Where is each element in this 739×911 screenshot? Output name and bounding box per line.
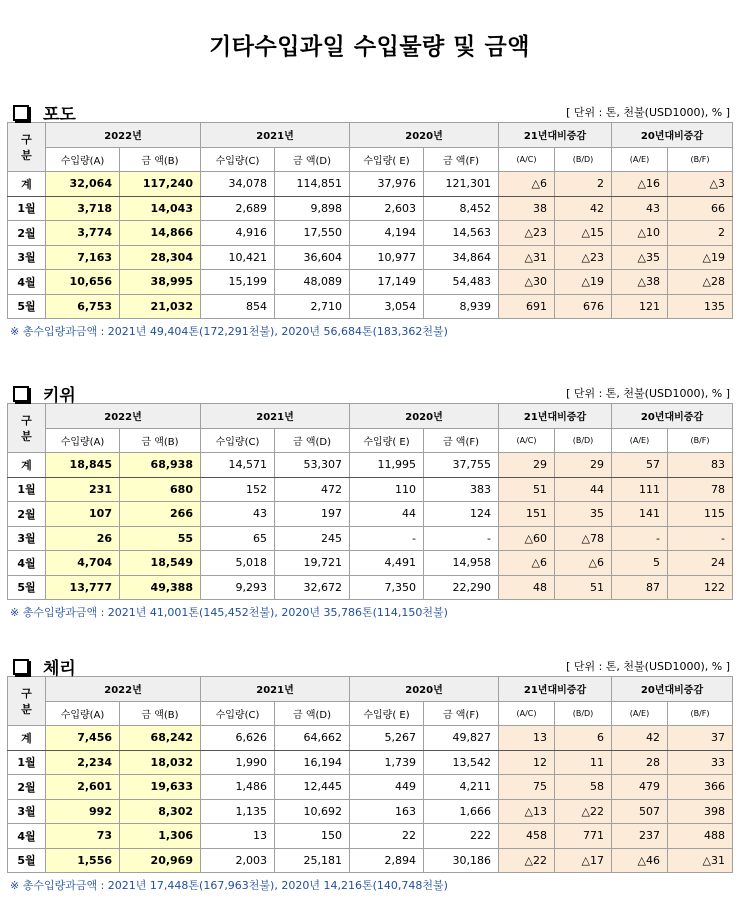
table-cell: 680 [120, 477, 201, 502]
table-cell: △6 [499, 172, 555, 197]
table-cell: 366 [668, 775, 733, 800]
row-label: 1월 [8, 196, 46, 221]
table-cell: 38 [499, 196, 555, 221]
section-name: 체리 [43, 659, 76, 679]
table-cell: - [612, 526, 668, 551]
table-cell: 8,302 [120, 799, 201, 824]
header-2021: 2021년 [201, 677, 350, 702]
unit-label: [ 단위 : 톤, 천불(USD1000), % ] [566, 106, 730, 119]
row-label: 계 [8, 172, 46, 197]
table-cell: 458 [499, 824, 555, 849]
table-cell: 43 [612, 196, 668, 221]
table-cell: 1,556 [46, 848, 120, 873]
table-cell: 18,845 [46, 453, 120, 478]
row-label: 5월 [8, 575, 46, 600]
row-label: 3월 [8, 245, 46, 270]
table-cell: 122 [668, 575, 733, 600]
table-cell: 37 [668, 726, 733, 751]
table-cell: 17,550 [275, 221, 350, 246]
row-label: 3월 [8, 799, 46, 824]
table-cell: 4,491 [350, 551, 424, 576]
table-cell: 121,301 [424, 172, 499, 197]
table-cell: 163 [350, 799, 424, 824]
table-cell: 9,293 [201, 575, 275, 600]
table-row [8, 726, 733, 751]
table-row [8, 453, 733, 478]
table-cell: 28 [612, 750, 668, 775]
table-cell: 19,633 [120, 775, 201, 800]
header-bf: (B/F) [668, 428, 733, 453]
table-cell: 2,003 [201, 848, 275, 873]
table-row [8, 221, 733, 246]
table-cell: 57 [612, 453, 668, 478]
table-cell: 24 [668, 551, 733, 576]
table-cell: 4,211 [424, 775, 499, 800]
table-row [8, 551, 733, 576]
table-cell: 53,307 [275, 453, 350, 478]
section-title [13, 654, 76, 679]
table-cell: 44 [350, 502, 424, 527]
table-cell: 43 [201, 502, 275, 527]
table-cell: 13,542 [424, 750, 499, 775]
table-cell: 1,666 [424, 799, 499, 824]
header-gubun: 구 분 [8, 677, 46, 726]
table-cell: 68,242 [120, 726, 201, 751]
table-cell: - [668, 526, 733, 551]
table-cell: 115 [668, 502, 733, 527]
table-cell: 1,990 [201, 750, 275, 775]
table-cell: 48 [499, 575, 555, 600]
table-cell: 2,894 [350, 848, 424, 873]
table-cell: 1,306 [120, 824, 201, 849]
table-cell: 5,018 [201, 551, 275, 576]
table-cell: 4,916 [201, 221, 275, 246]
table-cell: 14,043 [120, 196, 201, 221]
table-cell: 135 [668, 294, 733, 319]
header-gubun: 구 분 [8, 123, 46, 172]
table-cell: 11 [555, 750, 612, 775]
table-cell: △17 [555, 848, 612, 873]
table-cell: 11,995 [350, 453, 424, 478]
table-cell: 83 [668, 453, 733, 478]
table-cell: 4,194 [350, 221, 424, 246]
table-row [8, 775, 733, 800]
table-cell: 20,969 [120, 848, 201, 873]
table-row [8, 270, 733, 295]
row-label: 5월 [8, 294, 46, 319]
table-cell: 2,234 [46, 750, 120, 775]
table-cell: 48,089 [275, 270, 350, 295]
header-ac: (A/C) [499, 147, 555, 172]
table-cell: 21,032 [120, 294, 201, 319]
table-cell: 22,290 [424, 575, 499, 600]
table-cell: 7,163 [46, 245, 120, 270]
table-cell: 7,456 [46, 726, 120, 751]
table-cell: 1,135 [201, 799, 275, 824]
section-0 [7, 100, 732, 339]
table-cell: △22 [499, 848, 555, 873]
header-amt-d: 금 액(D) [275, 147, 350, 172]
header-qty-c: 수입량(C) [201, 428, 275, 453]
row-label: 2월 [8, 775, 46, 800]
table-cell: 30,186 [424, 848, 499, 873]
header-qty-c: 수입량(C) [201, 147, 275, 172]
table-cell: 488 [668, 824, 733, 849]
header-2021: 2021년 [201, 404, 350, 429]
table-cell: △78 [555, 526, 612, 551]
table-row [8, 750, 733, 775]
table-cell: 32,672 [275, 575, 350, 600]
table-cell: 398 [668, 799, 733, 824]
table-cell: 197 [275, 502, 350, 527]
checkbox-square-icon [13, 386, 29, 402]
table-row [8, 477, 733, 502]
header-2022: 2022년 [46, 404, 201, 429]
table-cell: 37,976 [350, 172, 424, 197]
table-cell: 10,692 [275, 799, 350, 824]
table-cell: 2 [555, 172, 612, 197]
table-cell: 231 [46, 477, 120, 502]
header-bd: (B/D) [555, 147, 612, 172]
header-qty-a: 수입량(A) [46, 428, 120, 453]
header-cmp21: 21년대비증감 [499, 677, 612, 702]
table-cell: 8,452 [424, 196, 499, 221]
total-note: ※ 총수입량과금액 : 2021년 49,404톤(172,291천불), 2020년 56,684톤(183,362천불) [10, 325, 448, 338]
table-cell: △30 [499, 270, 555, 295]
section-title [13, 100, 76, 125]
table-cell: 68,938 [120, 453, 201, 478]
table-cell: 117,240 [120, 172, 201, 197]
section-header [7, 654, 732, 679]
row-label: 2월 [8, 502, 46, 527]
table-cell: 3,718 [46, 196, 120, 221]
header-qty-c: 수입량(C) [201, 701, 275, 726]
table-cell: △10 [612, 221, 668, 246]
header-2020: 2020년 [350, 404, 499, 429]
table-cell: 2 [668, 221, 733, 246]
table-cell: 2,710 [275, 294, 350, 319]
row-label: 계 [8, 453, 46, 478]
table-cell: 14,866 [120, 221, 201, 246]
table-row [8, 799, 733, 824]
table-cell: 13 [499, 726, 555, 751]
table-cell: 676 [555, 294, 612, 319]
header-ac: (A/C) [499, 428, 555, 453]
table-cell: 34,864 [424, 245, 499, 270]
table-cell: △19 [555, 270, 612, 295]
total-note: ※ 총수입량과금액 : 2021년 17,448톤(167,963천불), 2020년 14,216톤(140,748천불) [10, 879, 448, 892]
section-2 [7, 654, 732, 893]
header-2020: 2020년 [350, 677, 499, 702]
table-cell: 222 [424, 824, 499, 849]
table-row [8, 848, 733, 873]
table-cell: 3,774 [46, 221, 120, 246]
header-cmp21: 21년대비증감 [499, 404, 612, 429]
table-cell: △13 [499, 799, 555, 824]
table-cell: 2,603 [350, 196, 424, 221]
header-cmp21: 21년대비증감 [499, 123, 612, 148]
table-cell: 691 [499, 294, 555, 319]
table-cell: - [424, 526, 499, 551]
table-cell: 152 [201, 477, 275, 502]
table-cell: 10,421 [201, 245, 275, 270]
table-cell: 107 [46, 502, 120, 527]
table-row [8, 575, 733, 600]
header-2020: 2020년 [350, 123, 499, 148]
table-cell: △28 [668, 270, 733, 295]
table-cell: 449 [350, 775, 424, 800]
header-ae: (A/E) [612, 428, 668, 453]
table-cell: 22 [350, 824, 424, 849]
table-cell: △19 [668, 245, 733, 270]
table-cell: 237 [612, 824, 668, 849]
table-row [8, 245, 733, 270]
header-qty-a: 수입량(A) [46, 147, 120, 172]
table-cell: 18,549 [120, 551, 201, 576]
table-cell: △6 [555, 551, 612, 576]
header-qty-e: 수입량( E) [350, 701, 424, 726]
table-cell: 121 [612, 294, 668, 319]
table-cell: 38,995 [120, 270, 201, 295]
table-cell: 245 [275, 526, 350, 551]
table-cell: △16 [612, 172, 668, 197]
header-amt-b: 금 액(B) [120, 428, 201, 453]
table-cell: △31 [499, 245, 555, 270]
section-title [13, 381, 76, 406]
table-cell: 42 [555, 196, 612, 221]
header-amt-f: 금 액(F) [424, 147, 499, 172]
table-cell: 151 [499, 502, 555, 527]
table-row [8, 172, 733, 197]
header-cmp20: 20년대비증감 [612, 123, 733, 148]
header-qty-e: 수입량( E) [350, 428, 424, 453]
section-name: 포도 [43, 105, 76, 125]
table-cell: △22 [555, 799, 612, 824]
table-cell: 75 [499, 775, 555, 800]
row-label: 5월 [8, 848, 46, 873]
unit-label: [ 단위 : 톤, 천불(USD1000), % ] [566, 660, 730, 673]
table-cell: 66 [668, 196, 733, 221]
header-ae: (A/E) [612, 147, 668, 172]
table-cell: 10,656 [46, 270, 120, 295]
table-row [8, 824, 733, 849]
header-ac: (A/C) [499, 701, 555, 726]
table-cell: △23 [499, 221, 555, 246]
table-cell: 37,755 [424, 453, 499, 478]
row-label: 1월 [8, 477, 46, 502]
header-amt-b: 금 액(B) [120, 147, 201, 172]
row-label: 1월 [8, 750, 46, 775]
checkbox-square-icon [13, 659, 29, 675]
row-label: 4월 [8, 551, 46, 576]
table-cell: 29 [555, 453, 612, 478]
table-cell: 14,571 [201, 453, 275, 478]
table-row [8, 502, 733, 527]
section-name: 키위 [43, 386, 76, 406]
table-cell: 19,721 [275, 551, 350, 576]
section-header [7, 100, 732, 125]
table-cell: △38 [612, 270, 668, 295]
table-cell: 64,662 [275, 726, 350, 751]
table-cell: 2,689 [201, 196, 275, 221]
table-cell: 111 [612, 477, 668, 502]
table-cell: 44 [555, 477, 612, 502]
header-bd: (B/D) [555, 701, 612, 726]
table-cell: 36,604 [275, 245, 350, 270]
table-cell: 32,064 [46, 172, 120, 197]
table-cell: △60 [499, 526, 555, 551]
table-cell: 114,851 [275, 172, 350, 197]
table-cell: △3 [668, 172, 733, 197]
table-cell: 2,601 [46, 775, 120, 800]
header-ae: (A/E) [612, 701, 668, 726]
header-2022: 2022년 [46, 123, 201, 148]
table-cell: 507 [612, 799, 668, 824]
table-cell: 854 [201, 294, 275, 319]
table-cell: 7,350 [350, 575, 424, 600]
table-cell: 10,977 [350, 245, 424, 270]
table-cell: 110 [350, 477, 424, 502]
table-cell: 13 [201, 824, 275, 849]
row-label: 3월 [8, 526, 46, 551]
table-cell: 29 [499, 453, 555, 478]
row-label: 2월 [8, 221, 46, 246]
table-cell: 14,563 [424, 221, 499, 246]
header-gubun: 구 분 [8, 404, 46, 453]
header-2022: 2022년 [46, 677, 201, 702]
table-cell: 6,626 [201, 726, 275, 751]
table-cell: 472 [275, 477, 350, 502]
header-amt-f: 금 액(F) [424, 428, 499, 453]
header-bf: (B/F) [668, 147, 733, 172]
table-cell: 150 [275, 824, 350, 849]
section-1 [7, 381, 732, 620]
table-cell: 65 [201, 526, 275, 551]
table-cell: 35 [555, 502, 612, 527]
table-cell: 6 [555, 726, 612, 751]
table-cell: - [350, 526, 424, 551]
checkbox-square-icon [13, 105, 29, 121]
table-row [8, 196, 733, 221]
table-cell: 28,304 [120, 245, 201, 270]
table-cell: 266 [120, 502, 201, 527]
table-cell: 124 [424, 502, 499, 527]
table-cell: △23 [555, 245, 612, 270]
header-amt-b: 금 액(B) [120, 701, 201, 726]
header-bd: (B/D) [555, 428, 612, 453]
table-cell: △6 [499, 551, 555, 576]
row-label: 계 [8, 726, 46, 751]
header-bf: (B/F) [668, 701, 733, 726]
table-cell: 17,149 [350, 270, 424, 295]
table-cell: 14,958 [424, 551, 499, 576]
table-cell: 771 [555, 824, 612, 849]
table-cell: 51 [555, 575, 612, 600]
table-cell: 12,445 [275, 775, 350, 800]
table-cell: 54,483 [424, 270, 499, 295]
table-cell: 33 [668, 750, 733, 775]
table-cell: 18,032 [120, 750, 201, 775]
page-title: 기타수입과일 수입물량 및 금액 [209, 34, 530, 60]
row-label: 4월 [8, 824, 46, 849]
total-note: ※ 총수입량과금액 : 2021년 41,001톤(145,452천불), 2020년 35,786톤(114,150천불) [10, 606, 448, 619]
table-cell: 16,194 [275, 750, 350, 775]
table-cell: 49,827 [424, 726, 499, 751]
table-cell: 8,939 [424, 294, 499, 319]
header-qty-e: 수입량( E) [350, 147, 424, 172]
header-2021: 2021년 [201, 123, 350, 148]
table-cell: △46 [612, 848, 668, 873]
header-amt-f: 금 액(F) [424, 701, 499, 726]
header-qty-a: 수입량(A) [46, 701, 120, 726]
table-row [8, 294, 733, 319]
table-cell: 3,054 [350, 294, 424, 319]
unit-label: [ 단위 : 톤, 천불(USD1000), % ] [566, 387, 730, 400]
header-amt-d: 금 액(D) [275, 701, 350, 726]
table-cell: 5,267 [350, 726, 424, 751]
table-cell: △35 [612, 245, 668, 270]
table-cell: 479 [612, 775, 668, 800]
table-cell: 4,704 [46, 551, 120, 576]
table-cell: 383 [424, 477, 499, 502]
table-cell: 141 [612, 502, 668, 527]
table-cell: 25,181 [275, 848, 350, 873]
table-cell: 34,078 [201, 172, 275, 197]
section-header [7, 381, 732, 406]
table-cell: 87 [612, 575, 668, 600]
table-cell: 78 [668, 477, 733, 502]
import-table [7, 122, 733, 319]
table-cell: 9,898 [275, 196, 350, 221]
table-cell: 42 [612, 726, 668, 751]
table-cell: 5 [612, 551, 668, 576]
header-cmp20: 20년대비증감 [612, 404, 733, 429]
table-cell: 13,777 [46, 575, 120, 600]
import-table [7, 403, 733, 600]
table-cell: 26 [46, 526, 120, 551]
row-label: 4월 [8, 270, 46, 295]
table-cell: △15 [555, 221, 612, 246]
table-cell: 6,753 [46, 294, 120, 319]
table-cell: 51 [499, 477, 555, 502]
table-cell: 12 [499, 750, 555, 775]
table-cell: 1,739 [350, 750, 424, 775]
table-cell: △31 [668, 848, 733, 873]
table-cell: 49,388 [120, 575, 201, 600]
table-cell: 992 [46, 799, 120, 824]
table-cell: 55 [120, 526, 201, 551]
table-cell: 73 [46, 824, 120, 849]
table-cell: 1,486 [201, 775, 275, 800]
header-cmp20: 20년대비증감 [612, 677, 733, 702]
header-amt-d: 금 액(D) [275, 428, 350, 453]
import-table [7, 676, 733, 873]
table-cell: 58 [555, 775, 612, 800]
table-cell: 15,199 [201, 270, 275, 295]
table-row [8, 526, 733, 551]
